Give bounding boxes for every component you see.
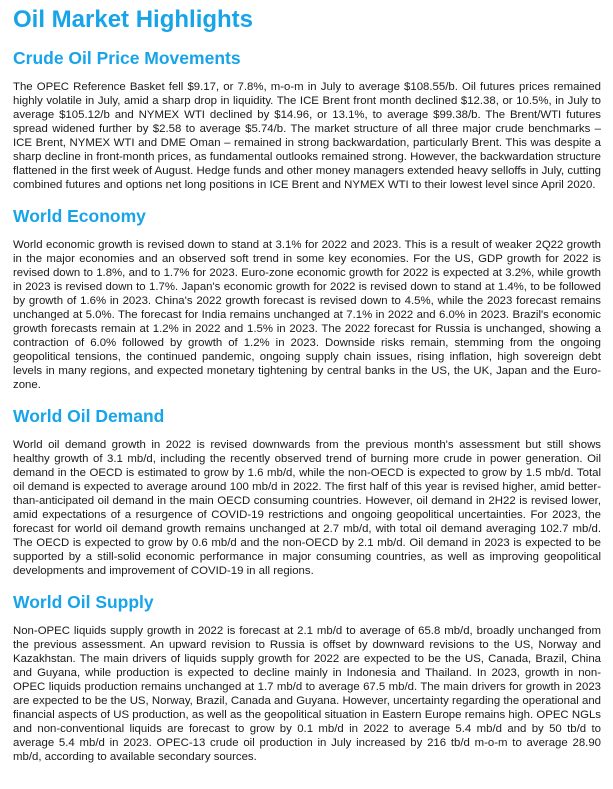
paragraph-crude-oil-price-movements: The OPEC Reference Basket fell $9.17, or 7.8%, m-o-m in July to average $108.55/b. Oil futures prices remained highly volatile in July, amid a sharp drop in liquidity. The ICE Brent front month declined $12.38, or 10.5%, in July to average $105.12/b and NYMEX WTI declined by $14.96, or 13.1%, to average $99.38/b. The Brent/WTI futures spread widened further by $2.58 to average $5.74/b. The market structure of all three major crude benchmarks – ICE Brent, NYMEX WTI and DME Oman – remained in strong backwardation, particularly Brent. This was despite a sharp decline in front-month prices, as fundamental outlooks remained strong. However, the backwardation structure flattened in the first week of August. Hedge funds and other money managers extended heavy selloffs in July, cutting combined futures and options net long positions in ICE Brent and NYMEX WTI to their lowest level since April 2020.: [13, 81, 601, 191]
section-heading-world-oil-supply: World Oil Supply: [13, 592, 154, 612]
page-title: Oil Market Highlights: [13, 6, 254, 33]
section-heading-world-economy: World Economy: [13, 206, 146, 226]
paragraph-world-oil-demand: World oil demand growth in 2022 is revised downwards from the previous month's assessment but still shows healthy growth of 3.1 mb/d, including the recently observed trend of burning more crude in power generation. Oil demand in the OECD is estimated to grow by 1.6 mb/d, while the non-OECD is expected to grow by 1.5 mb/d. Total oil demand is expected to average around 100 mb/d in 2022. The first half of this year is revised higher, amid better-than-anticipated oil demand in the main OECD consuming countries. However, oil demand in 2H22 is revised lower, amid expectations of a resurgence of COVID-19 restrictions and ongoing geopolitical uncertainties. For 2023, the forecast for world oil demand growth remains unchanged at 2.7 mb/d, with total oil demand averaging 102.7 mb/d. The OECD is expected to grow by 0.6 mb/d and the non-OECD by 2.1 mb/d. Oil demand in 2023 is expected to be supported by a still-solid economic performance in major consuming countries, as well as improving geopolitical developments and improvement of COVID-19 in all regions.: [13, 439, 601, 577]
paragraph-world-oil-supply: Non-OPEC liquids supply growth in 2022 is forecast at 2.1 mb/d to average of 65.8 mb/d, broadly unchanged from the previous assessment. An upward revision to Russia is offset by downward revisions to the US, Norway and Kazakhstan. The main drivers of liquids supply growth for 2022 are expected to be the US, Canada, Brazil, China and Guyana, while production is expected to decline mainly in Indonesia and Thailand. In 2023, growth in non-OPEC liquids production remains unchanged at 1.7 mb/d to average 67.5 mb/d. The main drivers for growth in 2023 are expected to be the US, Norway, Brazil, Canada and Guyana. However, uncertainty regarding the operational and financial aspects of US production, as well as the geopolitical situation in Eastern Europe remains high. OPEC NGLs and non-conventional liquids are forecast to grow by 0.1 mb/d in 2022 to average 5.4 mb/d and by 50 tb/d to average 5.4 mb/d in 2023. OPEC-13 crude oil production in July increased by 216 tb/d m-o-m to average 28.90 mb/d, according to available secondary sources.: [13, 625, 601, 763]
paragraph-world-economy: World economic growth is revised down to stand at 3.1% for 2022 and 2023. This is a result of weaker 2Q22 growth in the major economies and an observed soft trend in some key economies. For the US, GDP growth for 2022 is revised down to 1.8%, and to 1.7% for 2023. Euro-zone economic growth for 2022 is expected at 3.2%, while growth in 2023 is revised down to 1.7%. Japan's economic growth for 2022 is revised down to stand at 1.4%, to be followed by growth of 1.6% in 2023. China's 2022 growth forecast is revised down to 4.5%, while the 2023 forecast remains unchanged at 5.0%. The forecast for India remains unchanged at 7.1% in 2022 and 6.0% in 2023. Brazil's economic growth forecasts remain at 1.2% in 2022 and 1.5% in 2023. The 2022 forecast for Russia is unchanged, showing a contraction of 6.0% followed by growth of 1.2% in 2023. Downside risks remain, stemming from the ongoing geopolitical tensions, the continued pandemic, ongoing supply chain issues, rising inflation, high sovereign debt levels in many regions, and expected monetary tightening by central banks in the US, the UK, Japan and the Euro-zone.: [13, 239, 601, 391]
section-world-oil-supply: [13, 593, 601, 764]
section-crude-oil-price-movements: [13, 49, 601, 192]
section-world-oil-demand: [13, 407, 601, 578]
section-heading-crude-oil-price-movements: Crude Oil Price Movements: [13, 48, 241, 68]
section-world-economy: [13, 207, 601, 392]
section-heading-world-oil-demand: World Oil Demand: [13, 406, 165, 426]
